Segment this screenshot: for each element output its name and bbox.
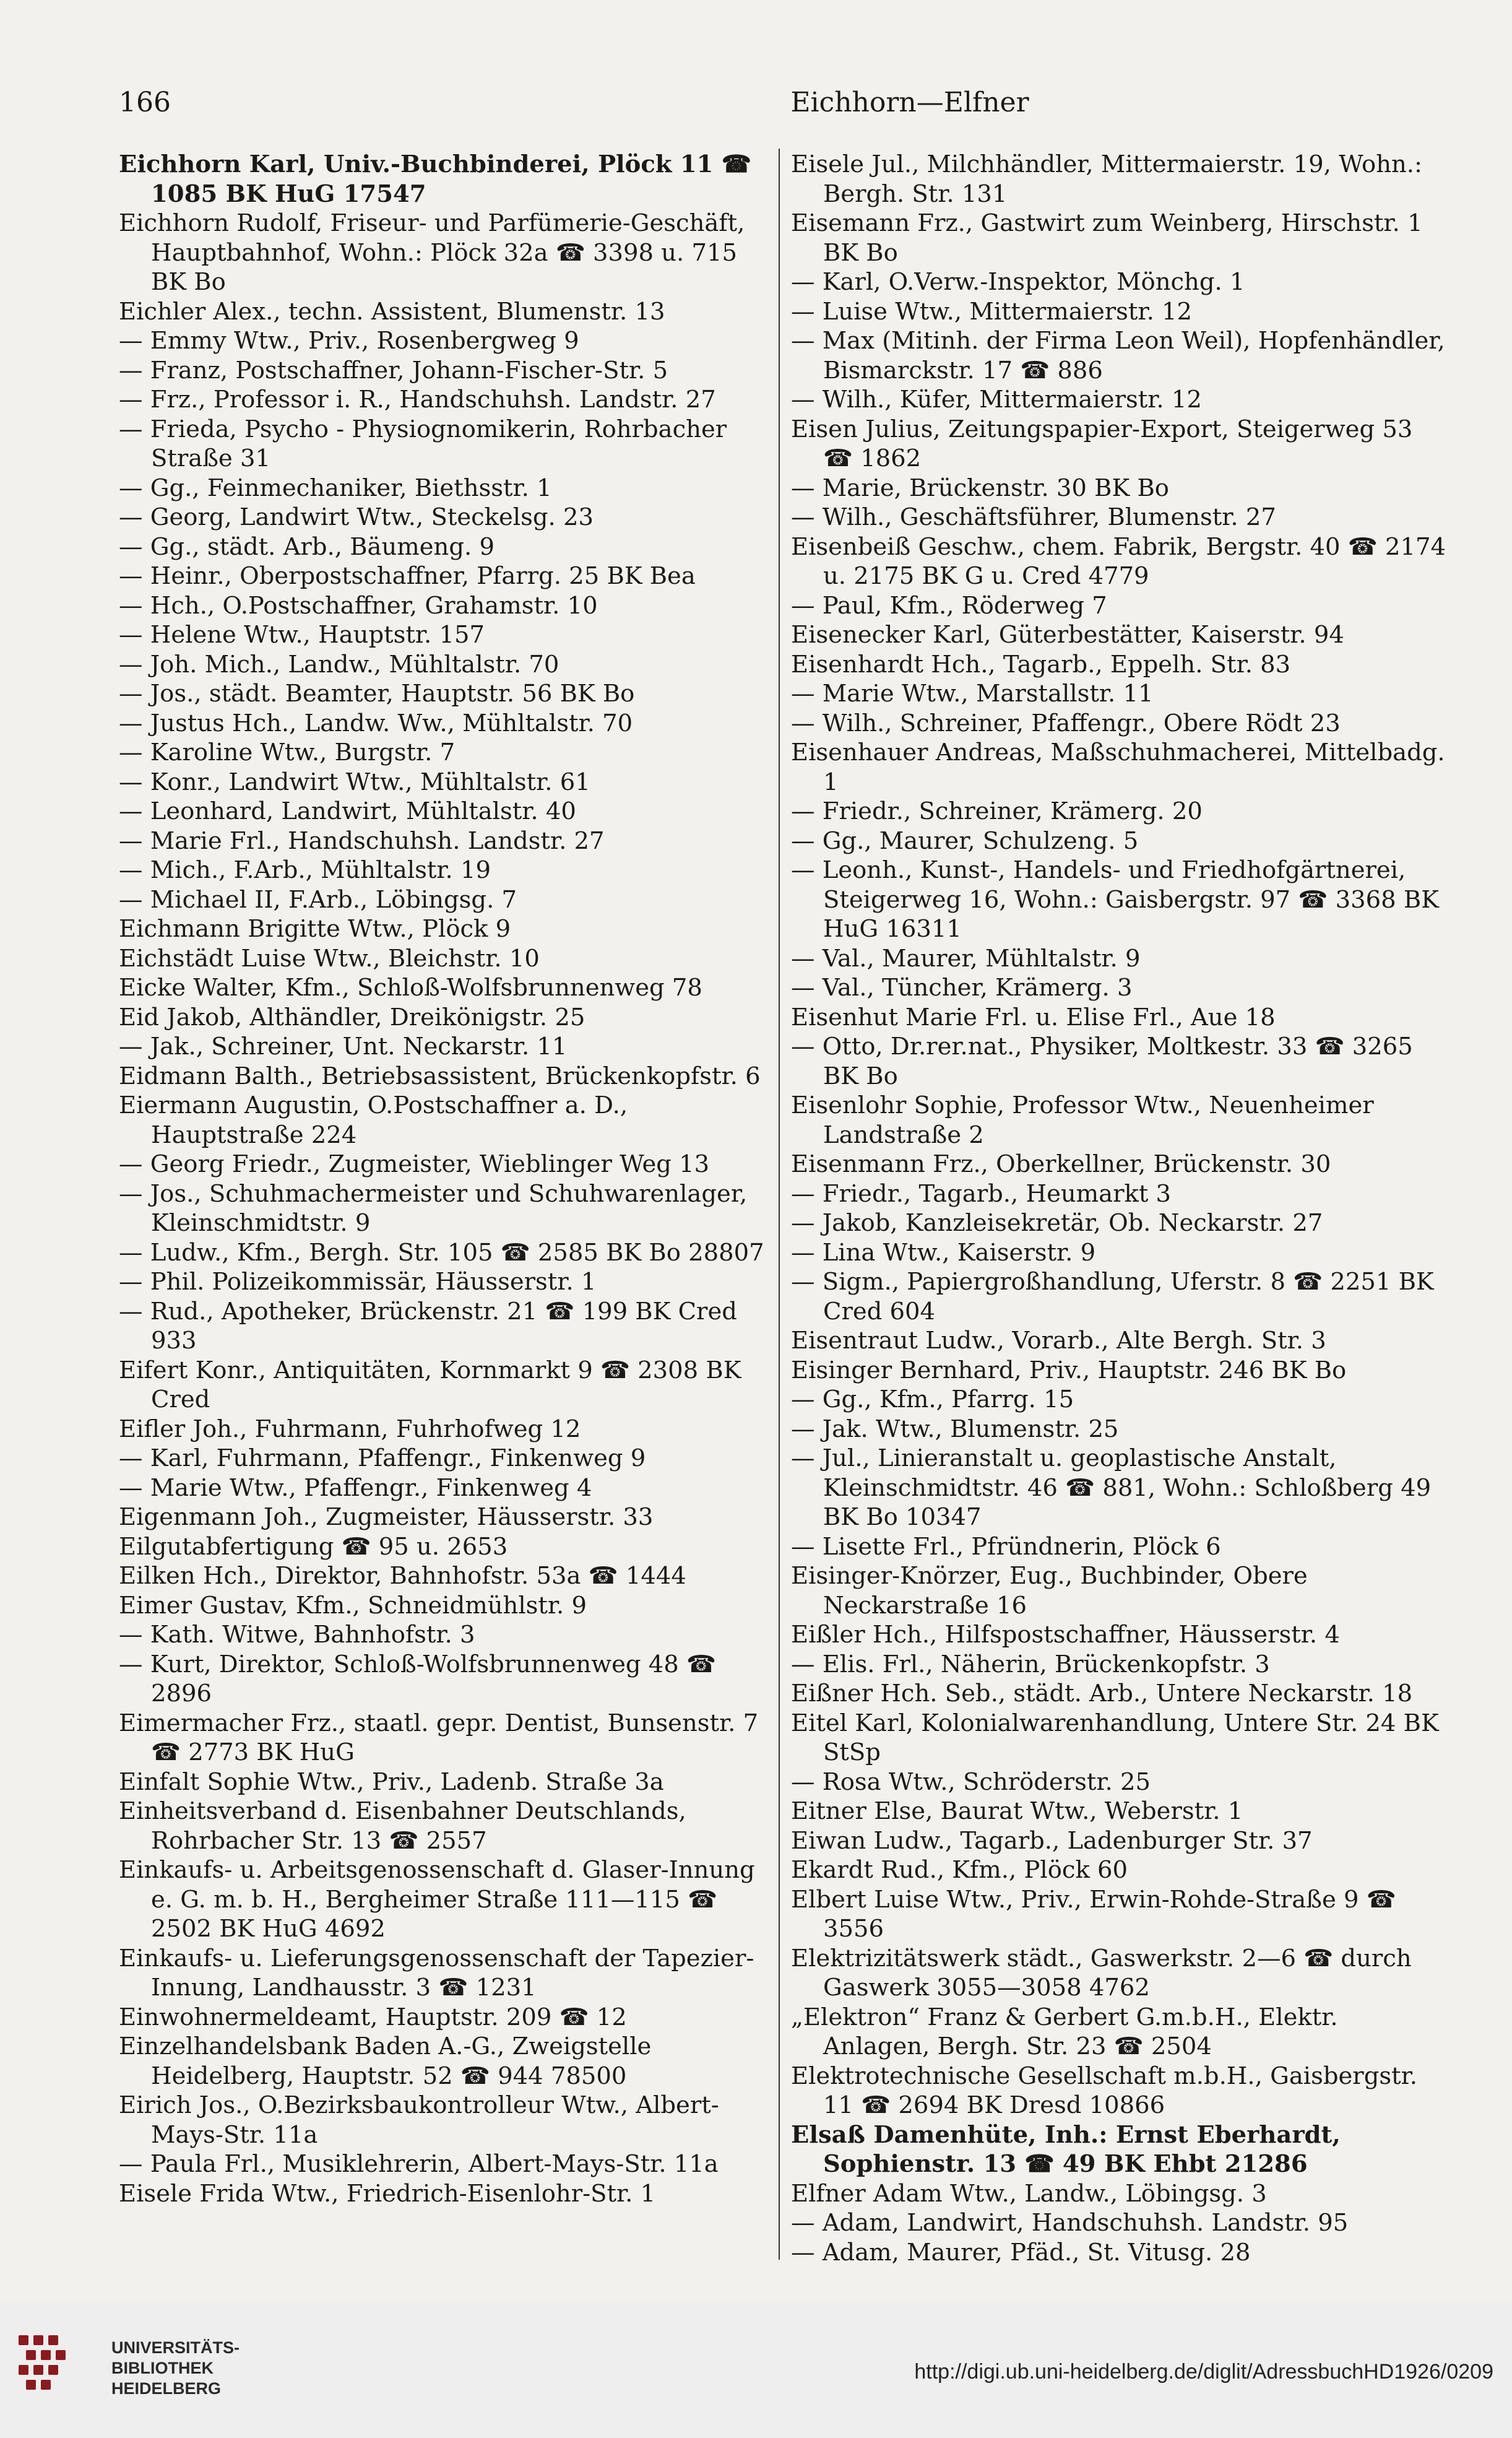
directory-entry: Eichler Alex., techn. Assistent, Blumenstr. 13 [119, 297, 665, 326]
directory-entry: — Michael II, F.Arb., Löbingsg. 7 [119, 885, 517, 914]
directory-entry: — Leonhard, Landwirt, Mühltalstr. 40 [119, 797, 576, 825]
directory-entry: Eimer Gustav, Kfm., Schneidmühlstr. 9 [119, 1591, 587, 1620]
directory-entry: Eimermacher Frz., staatl. gepr. Dentist, Bunsenstr. 7 ☎ 2773 BK HuG [119, 1709, 759, 1766]
directory-entry: Eirich Jos., O.Bezirksbaukontrolleur Wtw., Albert-Mays-Str. 11a [119, 2091, 719, 2149]
directory-entry: — Jak., Schreiner, Unt. Neckarstr. 11 [119, 1033, 568, 1061]
directory-entry: — Lina Wtw., Kaiserstr. 9 [791, 1238, 1096, 1267]
directory-entry: — Karl, O.Verw.-Inspektor, Mönchg. 1 [791, 268, 1245, 296]
directory-entry: — Helene Wtw., Hauptstr. 157 [119, 621, 485, 649]
page-number: 166 [119, 87, 171, 118]
directory-entry: — Marie Wtw., Pfaffengr., Finkenweg 4 [119, 1473, 592, 1502]
running-head: Eichhorn—Elfner [790, 87, 1029, 118]
directory-entry: — Gg., Feinmechaniker, Biethsstr. 1 [119, 474, 552, 502]
directory-entry: — Luise Wtw., Mittermaierstr. 12 [791, 297, 1193, 326]
directory-entry: „Elektron“ Franz & Gerbert G.m.b.H., Elektr. Anlagen, Bergh. Str. 23 ☎ 2504 [791, 2003, 1338, 2060]
directory-entry: Eisemann Frz., Gastwirt zum Weinberg, Hirschstr. 1 BK Bo [791, 209, 1423, 267]
library-line-3: HEIDELBERG [111, 2379, 222, 2398]
directory-entry: Eifert Konr., Antiquitäten, Kornmarkt 9 ☎ 2308 BK Cred [119, 1356, 741, 1413]
directory-entry: Eisele Jul., Milchhändler, Mittermaierstr. 19, Wohn.: Bergh. Str. 131 [791, 150, 1423, 208]
directory-entry: Eichstädt Luise Wtw., Bleichstr. 10 [119, 944, 540, 973]
directory-entry: — Kath. Witwe, Bahnhofstr. 3 [119, 1621, 475, 1649]
directory-entry: Einheitsverband d. Eisenbahner Deutschlands, Rohrbacher Str. 13 ☎ 2557 [119, 1797, 686, 1855]
directory-entry: Eisenlohr Sophie, Professor Wtw., Neuenheimer Landstraße 2 [791, 1091, 1374, 1149]
directory-entry: — Karoline Wtw., Burgstr. 7 [119, 739, 456, 766]
directory-entry: Eitel Karl, Kolonialwarenhandlung, Untere Str. 24 BK StSp [791, 1709, 1439, 1766]
directory-entry: — Leonh., Kunst-, Handels- und Friedhofgärtnerei, Steigerweg 16, Wohn.: Gaisbergstr. 97 ☎ 3368 BK HuG 16311 [791, 856, 1439, 943]
directory-entry: — Jos., Schuhmachermeister und Schuhwarenlager, Kleinschmidtstr. 9 [119, 1179, 748, 1237]
library-line-2: BIBLIOTHEK [111, 2359, 214, 2377]
directory-entry: — Heinr., Oberpostschaffner, Pfarrg. 25 BK Bea [119, 562, 696, 590]
directory-entry: — Hch., O.Postschaffner, Grahamstr. 10 [119, 591, 598, 620]
directory-entry: — Gg., städt. Arb., Bäumeng. 9 [119, 532, 495, 561]
directory-entry: — Joh. Mich., Landw., Mühltalstr. 70 [119, 650, 559, 679]
directory-entry: — Konr., Landwirt Wtw., Mühltalstr. 61 [119, 768, 590, 796]
directory-entry: Eisenmann Frz., Oberkellner, Brückenstr. 30 [791, 1150, 1331, 1178]
directory-entry: — Adam, Landwirt, Handschuhsh. Landstr. 95 [791, 2209, 1349, 2237]
directory-entry: — Wilh., Schreiner, Pfaffengr., Obere Rödt 23 [791, 709, 1341, 737]
directory-entry: — Wilh., Küfer, Mittermaierstr. 12 [791, 386, 1202, 414]
directory-entry: — Frieda, Psycho - Physiognomikerin, Rohrbacher Straße 31 [119, 415, 727, 472]
directory-entry: Eiermann Augustin, O.Postschaffner a. D., Hauptstraße 224 [119, 1091, 628, 1149]
directory-entry: Einzelhandelsbank Baden A.-G., Zweigstelle Heidelberg, Hauptstr. 52 ☎ 944 78500 [119, 2032, 652, 2090]
directory-entry: Eitner Else, Baurat Wtw., Weberstr. 1 [791, 1797, 1243, 1825]
directory-entry: — Justus Hch., Landw. Ww., Mühltalstr. 70 [119, 709, 633, 737]
directory-entry: Elbert Luise Wtw., Priv., Erwin-Rohde-Straße 9 ☎ 3556 [791, 1885, 1396, 1943]
directory-entry: — Mich., F.Arb., Mühltalstr. 19 [119, 856, 491, 884]
directory-entry: Eisenbeiß Geschw., chem. Fabrik, Bergstr. 40 ☎ 2174 u. 2175 BK G u. Cred 4779 [791, 532, 1446, 590]
directory-entry: — Paul, Kfm., Röderweg 7 [791, 591, 1107, 620]
directory-entry: — Jakob, Kanzleisekretär, Ob. Neckarstr. 27 [791, 1209, 1323, 1237]
directory-entry: — Rosa Wtw., Schröderstr. 25 [791, 1768, 1151, 1796]
library-name [111, 2338, 240, 2399]
directory-entry: — Georg, Landwirt Wtw., Steckelsg. 23 [119, 503, 594, 531]
directory-entry: Eisinger-Knörzer, Eug., Buchbinder, Obere Neckarstraße 16 [791, 1562, 1308, 1620]
library-line-1: UNIVERSITÄTS- [111, 2338, 240, 2357]
directory-entry: Eichmann Brigitte Wtw., Plöck 9 [119, 915, 511, 943]
directory-entry: — Gg., Maurer, Schulzeng. 5 [791, 826, 1139, 855]
directory-entry: — Jul., Linieranstalt u. geoplastische Anstalt, Kleinschmidtstr. 46 ☎ 881, Wohn.: Schloßberg 49 BK Bo 10347 [791, 1444, 1432, 1531]
directory-entry: — Marie, Brückenstr. 30 BK Bo [791, 474, 1169, 502]
directory-entry: — Elis. Frl., Näherin, Brückenkopfstr. 3 [791, 1650, 1270, 1678]
directory-entry: Einfalt Sophie Wtw., Priv., Ladenb. Straße 3a [119, 1768, 664, 1796]
directory-entry: Elektrizitätswerk städt., Gaswerkstr. 2—6 ☎ durch Gaswerk 3055—3058 4762 [791, 1944, 1412, 2002]
directory-entry: Eisenhardt Hch., Tagarb., Eppelh. Str. 83 [791, 650, 1291, 679]
directory-entry: Eiwan Ludw., Tagarb., Ladenburger Str. 37 [791, 1826, 1313, 1855]
directory-entry: Eilken Hch., Direktor, Bahnhofstr. 53a ☎ 1444 [119, 1562, 686, 1590]
right-column [791, 150, 1447, 2267]
directory-entry: Eisenecker Karl, Güterbestätter, Kaiserstr. 94 [791, 621, 1344, 649]
directory-entry: Eisen Julius, Zeitungspapier-Export, Steigerweg 53 ☎ 1862 [791, 415, 1413, 472]
directory-entry: — Paula Frl., Musiklehrerin, Albert-Mays-Str. 11a [119, 2150, 719, 2178]
directory-entry: Eichhorn Karl, Univ.-Buchbinderei, Plöck 11 ☎ 1085 BK HuG 17547 [119, 150, 751, 208]
directory-entry: — Max (Mitinh. der Firma Leon Weil), Hopfenhändler, Bismarckstr. 17 ☎ 886 [791, 327, 1445, 384]
directory-entry: — Ludw., Kfm., Bergh. Str. 105 ☎ 2585 BK Bo 28807 [119, 1238, 764, 1267]
directory-entry: — Adam, Maurer, Pfäd., St. Vitusg. 28 [791, 2238, 1251, 2267]
directory-entry: — Otto, Dr.rer.nat., Physiker, Moltkestr. 33 ☎ 3265 BK Bo [791, 1033, 1413, 1090]
directory-entry: Einwohnermeldeamt, Hauptstr. 209 ☎ 12 [119, 2003, 627, 2031]
source-url[interactable]: http://digi.ub.uni-heidelberg.de/diglit/AdressbuchHD1926/0209 [914, 2360, 1493, 2384]
directory-entry: Eifler Joh., Fuhrmann, Fuhrhofweg 12 [119, 1415, 581, 1443]
directory-entry: Eisentraut Ludw., Vorarb., Alte Bergh. Str. 3 [791, 1327, 1326, 1355]
directory-entry: — Marie Frl., Handschuhsh. Landstr. 27 [119, 826, 605, 855]
directory-entry: — Emmy Wtw., Priv., Rosenbergweg 9 [119, 327, 579, 355]
directory-entry: Eisenhauer Andreas, Maßschuhmacherei, Mittelbadg. 1 [791, 739, 1445, 796]
directory-entry: Einkaufs- u. Arbeitsgenossenschaft d. Glaser-Innung e. G. m. b. H., Bergheimer Straße 111—115 ☎ 2502 BK HuG 4692 [119, 1856, 755, 1943]
directory-entry: — Val., Tüncher, Krämerg. 3 [791, 974, 1133, 1002]
directory-entry: Eißner Hch. Seb., städt. Arb., Untere Neckarstr. 18 [791, 1680, 1413, 1707]
directory-entry: Eisinger Bernhard, Priv., Hauptstr. 246 BK Bo [791, 1356, 1347, 1384]
directory-entry: Elsaß Damenhüte, Inh.: Ernst Eberhardt, Sophienstr. 13 ☎ 49 BK Ehbt 21286 [791, 2120, 1341, 2178]
directory-entry: Elektrotechnische Gesellschaft m.b.H., Gaisbergstr. 11 ☎ 2694 BK Dresd 10866 [791, 2062, 1417, 2119]
directory-entry: Eisele Frida Wtw., Friedrich-Eisenlohr-Str. 1 [119, 2179, 656, 2208]
footer-bar [0, 2303, 1512, 2438]
directory-entry: Eichhorn Rudolf, Friseur- und Parfümerie-Geschäft, Hauptbahnhof, Wohn.: Plöck 32a ☎ 3398 u. 715 BK Bo [119, 209, 745, 296]
directory-entry: Elfner Adam Wtw., Landw., Löbingsg. 3 [791, 2179, 1267, 2208]
directory-entry: Ekardt Rud., Kfm., Plöck 60 [791, 1856, 1128, 1884]
directory-entry: Eicke Walter, Kfm., Schloß-Wolfsbrunnenweg 78 [119, 974, 702, 1002]
library-logo [19, 2335, 93, 2405]
directory-entry: Eilgutabfertigung ☎ 95 u. 2653 [119, 1532, 508, 1561]
directory-entry: — Karl, Fuhrmann, Pfaffengr., Finkenweg 9 [119, 1444, 646, 1472]
directory-entry: — Rud., Apotheker, Brückenstr. 21 ☎ 199 BK Cred 933 [119, 1297, 737, 1355]
left-column [119, 150, 766, 2208]
directory-entry: — Val., Maurer, Mühltalstr. 9 [791, 944, 1141, 973]
directory-entry: Eid Jakob, Althändler, Dreikönigstr. 25 [119, 1003, 585, 1031]
directory-entry: Eißler Hch., Hilfspostschaffner, Häusserstr. 4 [791, 1621, 1340, 1649]
directory-entry: — Jos., städt. Beamter, Hauptstr. 56 BK Bo [119, 680, 635, 708]
directory-entry: — Franz, Postschaffner, Johann-Fischer-Str. 5 [119, 356, 668, 384]
directory-entry: — Marie Wtw., Marstallstr. 11 [791, 680, 1154, 708]
directory-entry: — Friedr., Schreiner, Krämerg. 20 [791, 797, 1203, 825]
directory-entry: — Georg Friedr., Zugmeister, Wieblinger Weg 13 [119, 1150, 710, 1178]
directory-entry: — Jak. Wtw., Blumenstr. 25 [791, 1415, 1119, 1443]
directory-entry: — Kurt, Direktor, Schloß-Wolfsbrunnenweg 48 ☎ 2896 [119, 1650, 716, 1707]
directory-entry: Einkaufs- u. Lieferungsgenossenschaft der Tapezier-Innung, Landhausstr. 3 ☎ 1231 [119, 1944, 754, 2002]
directory-entry: — Friedr., Tagarb., Heumarkt 3 [791, 1179, 1172, 1208]
directory-entry: — Phil. Polizeikommissär, Häusserstr. 1 [119, 1268, 597, 1296]
directory-entry: — Gg., Kfm., Pfarrg. 15 [791, 1386, 1074, 1413]
directory-entry: — Frz., Professor i. R., Handschuhsh. Landstr. 27 [119, 386, 716, 414]
directory-entry: — Sigm., Papiergroßhandlung, Uferstr. 8 ☎ 2251 BK Cred 604 [791, 1268, 1434, 1325]
directory-entry: Eidmann Balth., Betriebsassistent, Brückenkopfstr. 6 [119, 1062, 761, 1090]
directory-entry: — Wilh., Geschäftsführer, Blumenstr. 27 [791, 503, 1276, 531]
directory-entry: — Lisette Frl., Pfründnerin, Plöck 6 [791, 1532, 1221, 1561]
column-divider [779, 149, 780, 2260]
directory-entry: Eigenmann Joh., Zugmeister, Häusserstr. 33 [119, 1503, 654, 1531]
directory-entry: Eisenhut Marie Frl. u. Elise Frl., Aue 18 [791, 1003, 1276, 1031]
